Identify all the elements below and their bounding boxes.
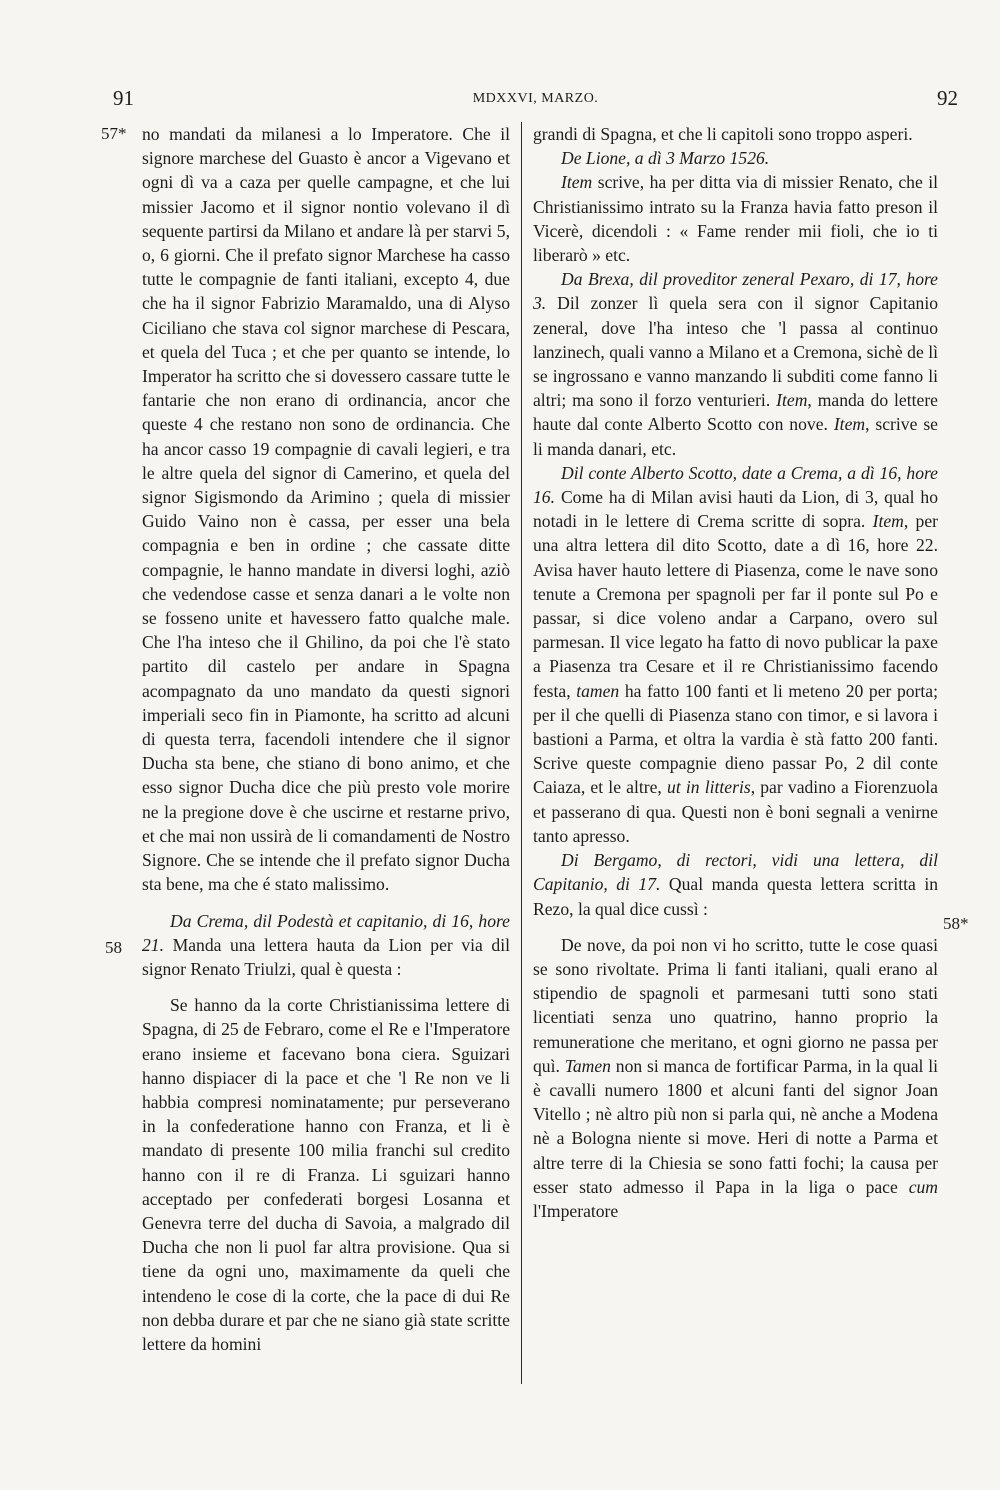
column-divider — [521, 122, 522, 1384]
margin-note-58: 58 — [105, 938, 122, 957]
italic-word: Item — [776, 390, 808, 411]
paragraph-text: De nove, da poi non vi ho scritto, tutte le cose quasi se sono rivoltate. Prima li fanti italiani, quali erano al stipendio de spagnoli et parmesani tutti sono stati licentiati senza uno quatrino, hanno proprio la remuneratione che meritano, et ogni giorno ne passa per quì. — [533, 934, 938, 1076]
page-number-left: 91 — [113, 86, 134, 110]
left-column — [142, 122, 510, 1356]
paragraph: grandi di Spagna, et che li capitoli sono troppo asperi. — [533, 124, 913, 144]
paragraph-text: Qual manda questa lettera scritta in Rezo, la qual dice cussì : — [533, 874, 938, 919]
paragraph-text: , manda do lettere haute dal conte Alberto Scotto con nove. — [533, 390, 938, 435]
paragraph — [533, 461, 938, 848]
paragraph-text: Come ha di Milan avisi hauti da Lion, di 3, qual ho notadi in le lettere di Crema scritte di sopra. — [533, 487, 938, 532]
italic-word: Item — [561, 172, 593, 193]
letter-heading: Di Bergamo, di rectori, vidi una lettera, dil Capitanio, di 17. — [533, 850, 938, 895]
paragraph — [533, 170, 938, 267]
paragraph-text: Dil zonzer lì quela sera con il signor Capitanio zeneral, dove l'ha inteso che 'l passa al continuo lanzinech, quali vanno a Milano et a Cremona, sichè de lì se ingrossano e vanno manzando li subditi come fanno li altri; ma sono il forzo venturieri. — [533, 293, 938, 411]
italic-word: tamen — [576, 680, 620, 701]
margin-note-57: 57* — [101, 124, 127, 143]
page-header — [113, 86, 958, 114]
paragraph: no mandati da milanesi a lo Imperatore. Che il signore marchese del Guasto è ancor a Vigevano et ogni dì va a caza per quelle campagne, et che lui missier Jacomo et il signor nontio volevano il dì sequente partirsi da Milano et andare là per starvi 5, o, 6 giorni. Che il prefato signor Marchese ha casso tutte le compagnie de fanti italiani, excepto 4, due che ha il signor Fabrizio Maramaldo, una di Alyso Ciciliano che stava col signor marchese di Pescara, et quela del Tuca ; et che per quanto se intende, lo Imperator ha scritto che si dovessero cassare tutte le fantarie che non erano di ordinancia, ancor che queste 4 che restano non sono de ordinancia. Che ha ancor casso 19 compagnie di cavali legieri, e tra le altre quela del signor di Camerino, et quela del signor Sigismondo da Arimino ; quela di missier Guido Vaino non è cassa, per esser una bela compagnia e ben in ordine ; che cassate ditte compagnie, le hanno mandate in diversi loghi, aziò che vedendose casse et senza danari a le volte non se fosseno unite et havessero fatto qualche male. Che l'ha inteso che il Ghilino, da poi che l'è stato partito dil castelo per andare in Spagna acompagnato da uno mandato da questi signori imperiali seco fin in Piamonte, ha scritto ad alcuni di questa terra, facendoli intendere che il signor Ducha sta bene, che stiano di bono animo, et che esso signor Ducha dice che più presto vole morire ne la pregione dove è che uscirne et restarne privo, et che mai non ussirà de li comandamenti de Nostro Signore. Che se intende che il prefato signor Ducha sta bene, ma che é stato malissimo. — [142, 124, 510, 895]
paragraph-text: Manda una lettera hauta da Lion per via dil signor Renato Triulzi, qual è questa : — [142, 934, 510, 979]
margin-note-58-star: 58* — [943, 914, 969, 933]
paragraph — [533, 933, 938, 1223]
letter-heading: Da Brexa, dil proveditor zeneral Pexaro, di 17, hore 3. — [533, 269, 938, 314]
letter-heading: Dil conte Alberto Scotto, date a Crema, a dì 16, hore 16. — [533, 462, 938, 508]
paragraph-text: , scrive se li manda danari, etc. — [533, 414, 938, 459]
paragraph-text: ha fatto 100 fanti et li meteno 20 per porta; per il che quelli di Piasenza stano con timor, e si lavora i bastioni a Parma, et oltra la vardia è stà fatto 200 fanti. Scrive queste compagnie dieno passar Po, 2 dil conte Caiaza, et le altre, — [533, 680, 938, 798]
page-number-right: 92 — [937, 86, 958, 110]
paragraph-text: l'Imperatore — [533, 1200, 619, 1221]
paragraph-text: , par vadino a Fiorenzuola et passerano di qua. Questi non è boni segnali a venirne tanto apresso. — [533, 777, 938, 846]
paragraph — [533, 848, 938, 921]
letter-heading-paragraph — [142, 909, 510, 982]
running-title: MDXXVI, MARZO. — [472, 91, 599, 106]
italic-word: Tamen — [564, 1055, 611, 1076]
italic-word: ut in litteris — [667, 777, 751, 798]
italic-word: Item — [833, 414, 866, 435]
paragraph-text: , per una altra lettera dil dito Scotto, date a dì 16, hore 22. Avisa haver hauto lettere di Piasenza, come le nave sono tenute a Cremona per spagnoli per far il ponte sul Po e passar, si dice voleno andar a Carpano, overo sul parmesan. Il vice legato ha fatto di novo publicar la paxe a Piasenza tra Cesare et il re Christianissimo facendo festa, — [533, 511, 939, 701]
letter-heading: Da Crema, dil Podestà et capitanio, di 16, hore 21. — [142, 910, 510, 955]
paragraph: Se hanno da la corte Christianissima lettere di Spagna, di 25 de Febraro, come el Re e l'Imperatore erano insieme et facevano bona ciera. Sguizari hanno dispiacer di la pace et che 'l Re non ve li habbia compresi nominatamente; pur perseverano in la confederatione hanno con Franza, et li è mandato di presente 100 milia franchi sul credito hanno con il re di Franza. Li sguizari hanno acceptado per confederati borgesi Losanna et Genevra terre del ducha di Savoia, a malgrado dil Ducha che non li puol far altra provisione. Qua si tiene da ogni uno, maximamente da queli che intendeno le cose di la corte, che la pace di dui Re non debba durare et par che ne siano già state scritte lettere da homini — [142, 995, 510, 1354]
italic-word: Item — [872, 511, 904, 532]
right-column — [533, 122, 938, 1223]
paragraph-text: non si manca de fortificar Parma, in la qual li è cavalli numero 1800 et alcuni fanti del signor Joan Vitello ; nè altro più non si parla qui, nè anche a Modena nè a Bologna niente si move. Heri di notte a Parma et altre terre di la Chiesia se sono fatti fochi; la causa per esser stato admesso il Papa in la liga o pace — [533, 1055, 939, 1197]
paragraph-text: scrive, ha per ditta via di missier Renato, che il Christianissimo intrato su la Franza havia fatto preson il Vicerè, dicendoli : « Fame render mii fioli, che io ti liberarò » etc. — [533, 172, 938, 266]
paragraph — [533, 267, 938, 461]
letter-heading: De Lione, a dì 3 Marzo 1526. — [561, 148, 770, 169]
italic-word: cum — [908, 1176, 938, 1197]
